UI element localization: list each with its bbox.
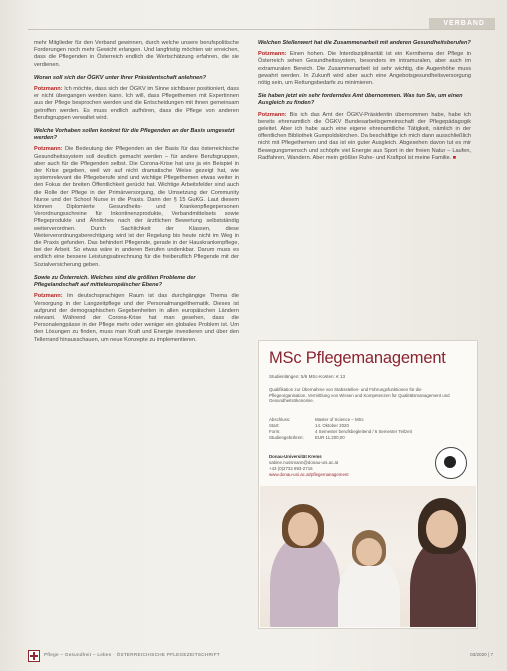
answer-text: Im deutschsprachigen Raum ist das durchgängige Thema die Versorgung in der Langzeitpflege und der Personalmangelthematik. Dieses ist aufgrund der demographischen Gegebenheiten in allen europäischen Ländern relevant. Während der Corona-Krise hat man gesehen, dass die Personalengpässe in der Pflege mehr oder weniger ein globales Problem ist. Um den Lösungen zu finden, muss man Kraft und Energie investieren und über den Tellerrand hinausschauen, um neue Konzepte zu implementieren. bbox=[34, 293, 239, 343]
person-face bbox=[426, 510, 458, 548]
footer-publication: Pflege – Gesundheit – Leben · ÖSTERREICHISCHE PFLEGEZEITSCHRIFT bbox=[44, 652, 220, 657]
speaker-name: Potzmann: bbox=[34, 293, 63, 300]
speaker-name: Potzmann: bbox=[34, 146, 63, 153]
speaker-name: Potzmann: bbox=[258, 111, 287, 118]
ad-info-table bbox=[269, 417, 435, 441]
ad-photo bbox=[260, 486, 476, 627]
paragraph: mehr Mitglieder für den Verband gewinnen, durch welche unsere berufspolitische Forderungen noch mehr Gewicht erlangen. Und langfristig möchten wir erreichen, dass die Pflegenden in Österreich endlich die Wertschätzung erfahren, die sie verdienen. bbox=[34, 40, 239, 68]
interview-question: Sie haben jetzt ein sehr forderndes Amt übernommen. Was tun Sie, um einen Ausgleich zu finden? bbox=[258, 93, 463, 107]
speaker-name: Potzmann: bbox=[34, 86, 63, 93]
ad-info-label: Studiengebühren: bbox=[269, 435, 304, 440]
interview-question: Woran soll sich der ÖGKV unter Ihrer Präsidentschaft anlehnen? bbox=[34, 74, 207, 81]
ad-info-value: 14. Oktober 2020 bbox=[315, 423, 349, 428]
ad-contact bbox=[269, 454, 349, 478]
speaker-name: Potzmann: bbox=[258, 51, 287, 58]
ad-info-value: EUR 11.200,00 bbox=[315, 435, 345, 440]
ad-info-label: Start: bbox=[269, 423, 280, 428]
person-face bbox=[356, 538, 382, 566]
interview-answer bbox=[34, 293, 239, 343]
answer-text: Ich möchte, dass sich der ÖGKV im Sinne sichtbarer positioniert, dass er nicht übergangen werden kann. Ich will, dass Pflegethemen mit Expertinnen aus der Pflege besprochen werden und die Entscheidungen mit ihnen gemeinsam getroffen werden. Es muss endlich aufhören, dass die Pflege von anderen Berufsgruppen verwaltet wird. bbox=[34, 86, 239, 121]
answer-text: Bis ich das Amt der ÖGKV-Präsidentin übernommen habe, habe ich bereits ehrenamtlich die ÖGKV Bundesarbeitsgemeinschaft der Pflegepädagogik geleitet. Aber ich habe auch eine eigene ehrenamtliche Tätigkeit, nämlich in der öffentlichen Bibliothek Gumpoldskirchen. Da beschäftige ich mich dann ausschließlich nicht mit Pflegethemen und das ist ein guter Ausgleich. Abgesehen davon tut es mir Bewegungsmensch und schöpfe viel Energie aus Sport in der freien Natur – Laufen, Radfahren, Wandern. Aber mein größter Ruhe- und Kraftpol ist meine Familie. bbox=[258, 111, 472, 161]
ad-url-link[interactable]: www.donau-uni.ac.at/pflegemanagement bbox=[269, 472, 349, 477]
interview-answer bbox=[258, 51, 471, 87]
msc-advertisement[interactable] bbox=[258, 340, 478, 629]
ad-phone: +43 (0)2732 893-2716 bbox=[269, 466, 313, 471]
interview-answer bbox=[34, 86, 239, 122]
footer-page-number: 03/2020 | 7 bbox=[470, 652, 493, 657]
ad-info-row bbox=[269, 435, 435, 441]
ad-description: Qualifikation zur Übernahme von Stabsstellen- und Führungsfunktionen für die Pflegeorganisation, Vermittlung von Wissen und Kompetenzen für Qualitätsmanagement und Gesundheitsökonomie. bbox=[269, 387, 450, 404]
ad-subtitle: Studienlängen: 5/6 MSc-Kosten: € 13 bbox=[269, 374, 346, 379]
interview-answer bbox=[34, 146, 239, 268]
answer-text: Einen hohen. Die Interdisziplinarität ist ein Kernthema der Pflege in Österreich sehen Gesundheitssystem, besonders im intramuralen, aber auch im extramuralen Bereich. Die Zusammenarbeit ist sehr wichtig, die Augenhöhe muss gewahrt werden. In Zukunft wird aber auch eine Angebotsgesundheitsversorgung nötig sein, um Rettungsbedarfe zu minimieren. bbox=[258, 51, 471, 87]
interview-answer bbox=[258, 112, 471, 162]
university-seal-icon bbox=[435, 447, 467, 479]
ad-info-label: Abschluss: bbox=[269, 417, 291, 422]
ad-info-value: Master of Science – MSc bbox=[315, 417, 364, 422]
header-rule bbox=[28, 29, 495, 30]
article-end-icon: ■ bbox=[451, 154, 457, 161]
cross-logo-icon bbox=[28, 650, 40, 662]
person-figure bbox=[338, 556, 400, 627]
answer-text: Die Bedeutung der Pflegenden an der Basis für das österreichische Gesundheitssystem soll deutlich gemacht werden – für andere Berufsgruppen, aber auch für die Pflegenden selbst. Die Corona-Krise hat uns ja ein Beispiel in der Krise gegeben, weil wir auf nicht dramatische Weise gezeigt hat, wie systemrelevant die Pflegeberufe sind und wichtige Pflegethemen etwas weiter in den Fokus der breiten Öffentlichkeit gerückt hat. Wichtige Arbeitsfelder sind auch die Rolle der Pflege in der Primärversorgung, die Umsetzung der Community Nurse und der School Nurse in die Praxis. Dann der § 15 GuKG. Laut diesem können Diplomierte Gesundheits- und Krankenpflegepersonen Verordnungsschreine für Inkontinenzprodukte, Verbandmittelsets sowie Pflegeprodukte und Ähnliches nach der ärztlichen Bewertung selbstständig weiterverordnen. Durch Sachlichkeit der Klassen, diese Weiterverordnungsberechtigung wird ist der Regelung bis heute nicht im Weg in die Praxis gefunden. Das behindert Pflegende, gerade in der Hauskrankenpflege, bei der Arbeit. So etwas wäre in anderen Berufen undenkbar. Darum muss es endlich eine bessere Leistungsabrechnung für die freiberuflich Pflegende mit der Sozialversicherung geben. bbox=[34, 146, 239, 268]
ad-title: MSc Pflegemanagement bbox=[269, 349, 446, 367]
ad-info-value: 4 Semester berufsbegleitend / 6 Semester Teilzeit bbox=[315, 429, 412, 434]
ad-info-label: Form: bbox=[269, 429, 281, 434]
right-column bbox=[258, 40, 471, 168]
person-face bbox=[288, 512, 318, 546]
interview-question: Sowie zu Österreich. Welches sind die größten Probleme der Pflegelandschaft auf mitteleuropäischer Ebene? bbox=[34, 274, 196, 289]
section-tab: VERBAND bbox=[429, 18, 495, 29]
ad-university: Donau-Universität Krems bbox=[269, 454, 322, 459]
interview-question: Welchen Stellenwert hat die Zusammenarbeit mit anderen Gesundheitsberufen? bbox=[258, 40, 471, 46]
page-footer bbox=[28, 650, 493, 662]
left-column bbox=[34, 40, 239, 350]
interview-question: Welche Vorhaben sollen konkret für die Pflegenden an der Basis umgesetzt werden? bbox=[34, 128, 235, 142]
ad-email-link[interactable]: sabine.nussmann@donau-uni.ac.at bbox=[269, 460, 339, 465]
